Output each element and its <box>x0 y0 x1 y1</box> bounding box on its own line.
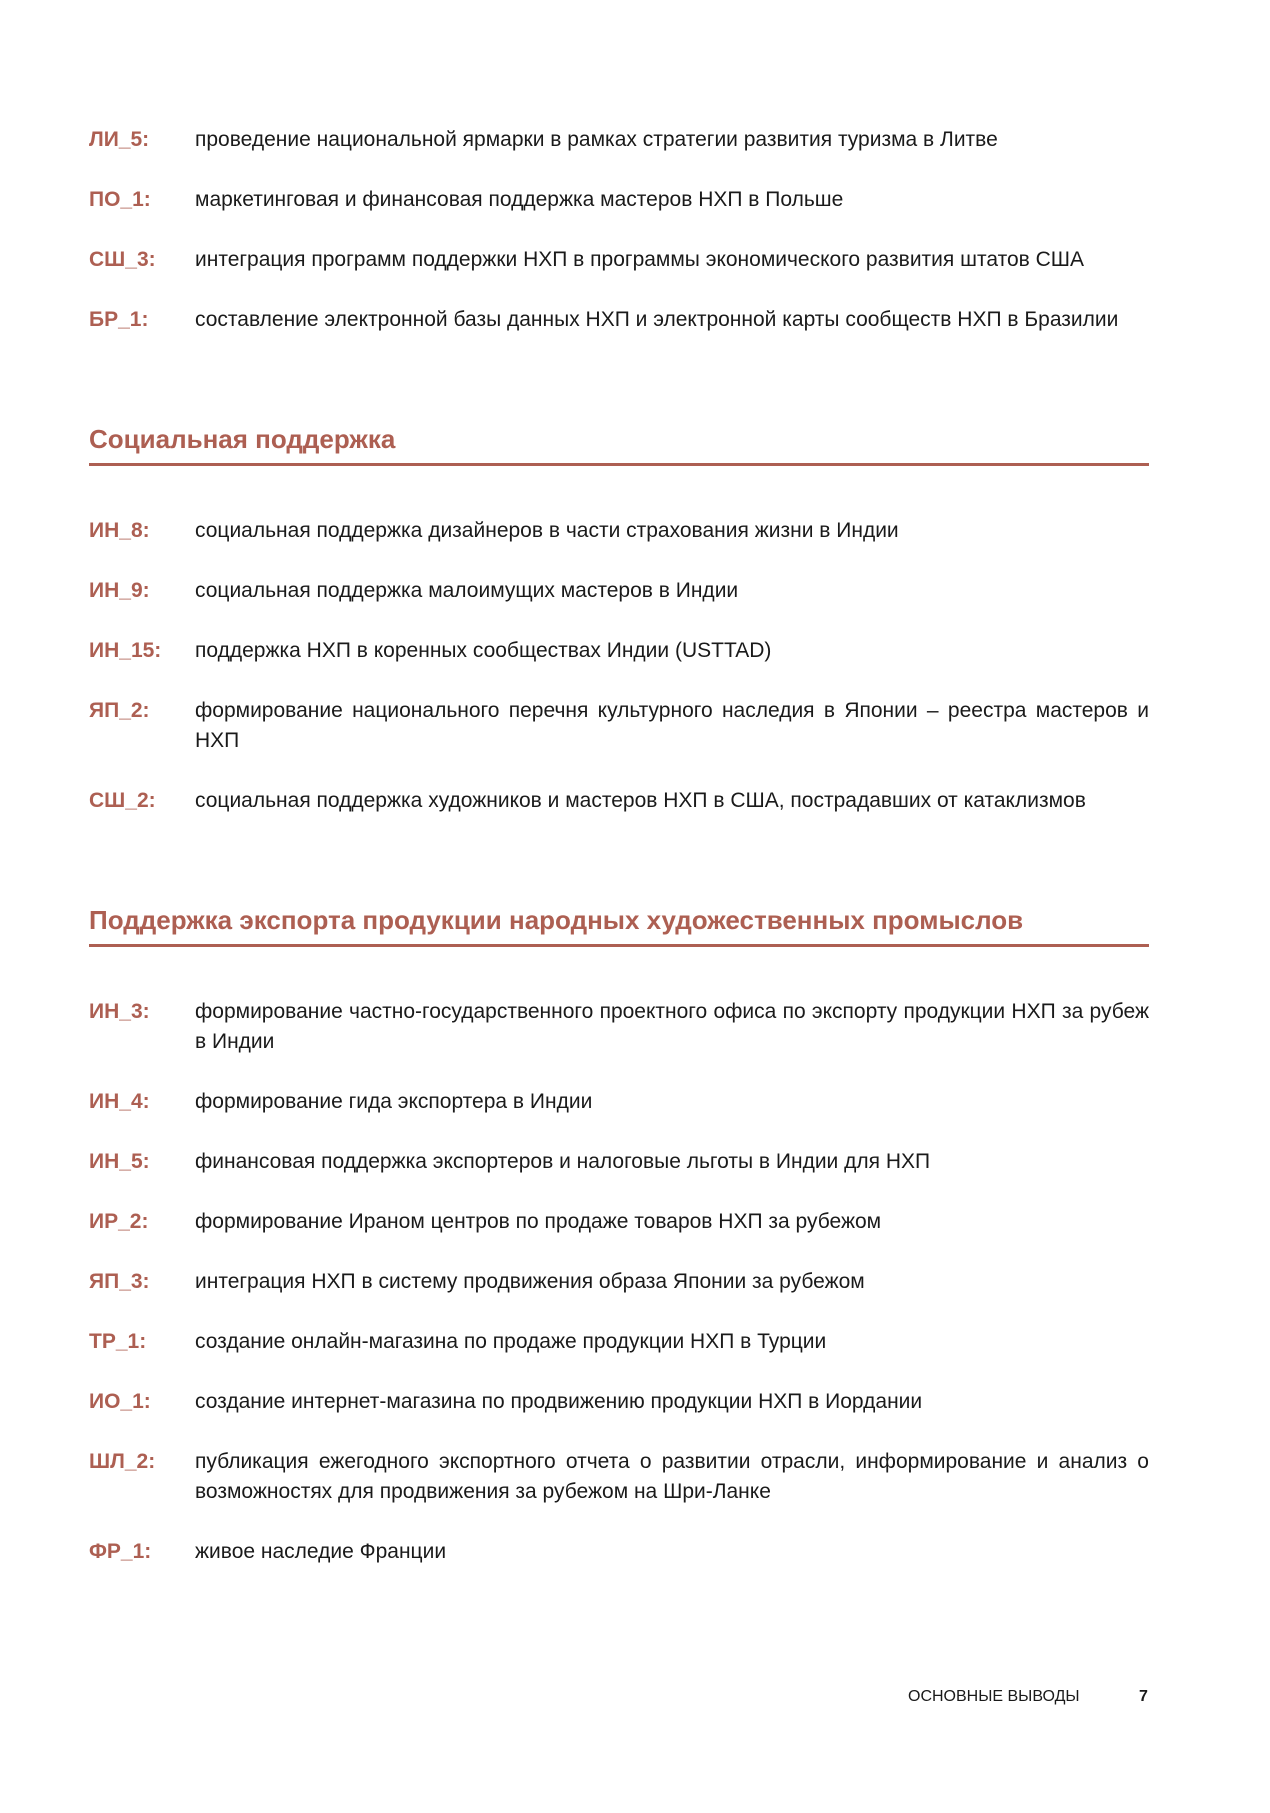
item-text: социальная поддержка художников и мастеров НХП в США, пострадавших от катаклизмов <box>195 789 1086 812</box>
item-text: формирование национального перечня культурного наследия в Японии – реестра мастеров и НХП <box>195 699 1149 752</box>
item-code: ИР_2: <box>89 1210 149 1233</box>
page-content <box>89 125 1149 1597</box>
item-code: ИО_1: <box>89 1390 151 1413</box>
list-item <box>89 696 1149 756</box>
list-item <box>89 786 1149 816</box>
page-number: 7 <box>1139 1688 1148 1705</box>
list-item <box>89 1537 1149 1567</box>
item-text: поддержка НХП в коренных сообществах Индии (USTTAD) <box>195 639 772 662</box>
item-code: БР_1: <box>89 308 149 331</box>
item-code: ИН_4: <box>89 1090 150 1113</box>
item-code: ИН_15: <box>89 639 162 662</box>
item-code: ПО_1: <box>89 188 151 211</box>
item-code: ЯП_3: <box>89 1270 150 1293</box>
item-text: социальная поддержка малоимущих мастеров в Индии <box>195 579 739 602</box>
list-item <box>89 305 1149 335</box>
item-code: СШ_3: <box>89 248 156 271</box>
item-text: формирование частно-государственного проектного офиса по экспорту продукции НХП за рубеж в Индии <box>195 1000 1149 1053</box>
item-code: ЛИ_5: <box>89 128 150 151</box>
list-item <box>89 245 1149 275</box>
item-text: создание онлайн-магазина по продаже продукции НХП в Турции <box>195 1330 827 1353</box>
item-text: формирование Ираном центров по продаже товаров НХП за рубежом <box>195 1210 882 1233</box>
item-text: живое наследие Франции <box>195 1540 447 1563</box>
item-code: СШ_2: <box>89 789 156 812</box>
item-code: ТР_1: <box>89 1330 147 1353</box>
list-item <box>89 1147 1149 1177</box>
list-item <box>89 1327 1149 1357</box>
item-text: маркетинговая и финансовая поддержка мастеров НХП в Польше <box>195 188 844 211</box>
list-item <box>89 1267 1149 1297</box>
item-code: ИН_5: <box>89 1150 150 1173</box>
item-code: ИН_3: <box>89 1000 150 1023</box>
list-item <box>89 1387 1149 1417</box>
running-footer: ОСНОВНЫЕ ВЫВОДЫ <box>908 1688 1080 1705</box>
item-text: социальная поддержка дизайнеров в части страхования жизни в Индии <box>195 519 899 542</box>
item-code: ШЛ_2: <box>89 1450 156 1473</box>
list-item <box>89 576 1149 606</box>
item-text: финансовая поддержка экспортеров и налоговые льготы в Индии для НХП <box>195 1150 931 1173</box>
item-text: составление электронной базы данных НХП и электронной карты сообществ НХП в Бразилии <box>195 308 1119 331</box>
item-text: формирование гида экспортера в Индии <box>195 1090 593 1113</box>
item-text: публикация ежегодного экспортного отчета о развитии отрасли, информирование и анализ о возможностях для продвижения за рубежом на Шри-Ланке <box>195 1450 1149 1503</box>
list-item <box>89 636 1149 666</box>
section-heading: Социальная поддержка <box>89 423 1149 466</box>
section-heading: Поддержка экспорта продукции народных художественных промыслов <box>89 904 1149 947</box>
item-text: интеграция НХП в систему продвижения образа Японии за рубежом <box>195 1270 865 1293</box>
list-item <box>89 516 1149 546</box>
list-item <box>89 1207 1149 1237</box>
item-code: ЯП_2: <box>89 699 150 722</box>
list-item <box>89 185 1149 215</box>
list-item <box>89 1087 1149 1117</box>
list-item <box>89 1447 1149 1507</box>
list-item <box>89 997 1149 1057</box>
item-code: ИН_9: <box>89 579 150 602</box>
item-text: интеграция программ поддержки НХП в программы экономического развития штатов США <box>195 248 1085 271</box>
list-item <box>89 125 1149 155</box>
item-code: ИН_8: <box>89 519 150 542</box>
item-text: создание интернет-магазина по продвижению продукции НХП в Иордании <box>195 1390 923 1413</box>
item-code: ФР_1: <box>89 1540 152 1563</box>
item-text: проведение национальной ярмарки в рамках стратегии развития туризма в Литве <box>195 128 998 151</box>
